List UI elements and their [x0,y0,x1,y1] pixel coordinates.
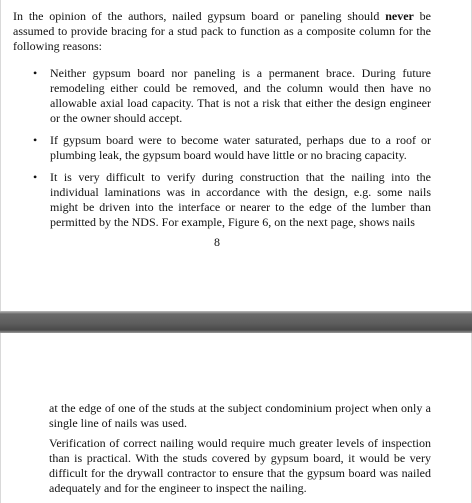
reason-text: Neither gypsum board nor paneling is a permanent brace. During future remodeling either could be removed, and the column would then have no allowable axial load capacity. That is not a risk that either the design engineer or the owner should accept. [50,66,431,125]
page-number: 8 [214,235,220,249]
reason-text: If gypsum board were to become water saturated, perhaps due to a roof or plumbing leak, the gypsum board would have little or no bracing capacity. [50,133,431,162]
intro-text-before: In the opinion of the authors, nailed gypsum board or paneling should [13,9,386,23]
bullet-icon: • [33,66,38,80]
list-item [33,133,431,163]
intro-paragraph [13,9,431,54]
continuation-paragraph: at the edge of one of the studs at the subject condominium project when only a single line of nails was used. [49,401,431,430]
reason-text: It is very difficult to verify during construction that the nailing into the individual laminations was in accordance with the design, e.g. some nails might be driven into the interface or nearer to the edge of the lumber than permitted by the NDS. For example, Figure 6, on the next page, shows nails [50,170,431,229]
list-item [33,66,431,126]
bullet-icon: • [33,170,38,184]
reasons-list [33,66,431,230]
document-page-9 [0,333,472,503]
bullet-icon: • [33,133,38,147]
verification-paragraph: Verification of correct nailing would require much greater levels of inspection than is practical. With the studs covered by gypsum board, it would be very difficult for the drywall contractor to ensure that the gypsum board was nailed adequately and for the engineer to inspect the nailing. [49,436,431,495]
list-item [33,170,431,230]
intro-emphasis: never [385,9,414,23]
intro-text-after: be assumed to provide bracing for a stud pack to function as a composite column for the following reasons: [13,9,431,53]
page-separator [0,311,472,333]
